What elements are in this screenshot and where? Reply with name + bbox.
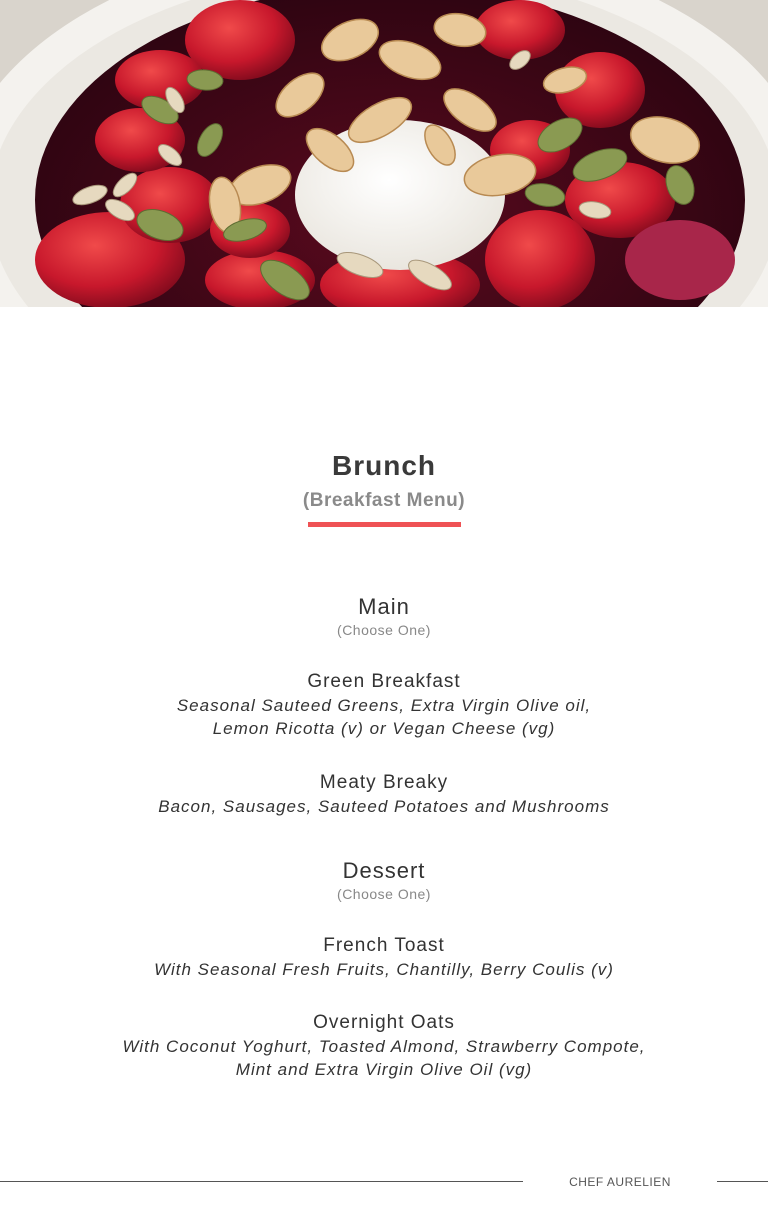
item-desc-green-breakfast: [0, 694, 768, 740]
footer-divider-right: [717, 1181, 768, 1182]
hero-photo: [0, 0, 768, 307]
item-desc-line: With Seasonal Fresh Fruits, Chantilly, Berry Coulis (v): [154, 960, 614, 979]
title-underline: [308, 522, 461, 527]
item-desc-line: Seasonal Sauteed Greens, Extra Virgin Olive oil,: [176, 696, 592, 715]
section-title-main: Main: [358, 594, 410, 619]
item-desc-meaty-breaky: [0, 795, 768, 818]
berry-bowl-image: [0, 0, 768, 307]
section-title-dessert: Dessert: [342, 858, 426, 883]
item-desc-french-toast: [0, 958, 768, 981]
footer-divider-left: [0, 1181, 523, 1182]
item-name-meaty-breaky: Meaty Breaky: [319, 772, 449, 793]
item-name-overnight-oats: Overnight Oats: [313, 1012, 455, 1033]
chef-signature: CHEF AURELIEN: [569, 1175, 671, 1189]
section-note-dessert: (Choose One): [337, 886, 431, 902]
item-desc-line: Mint and Extra Virgin Olive Oil (vg): [235, 1060, 533, 1079]
section-note-main: (Choose One): [337, 622, 431, 638]
item-desc-overnight-oats: [0, 1035, 768, 1081]
item-desc-line: With Coconut Yoghurt, Toasted Almond, Strawberry Compote,: [122, 1037, 646, 1056]
item-desc-line: Lemon Ricotta (v) or Vegan Cheese (vg): [212, 719, 556, 738]
menu-title: Brunch: [332, 450, 436, 481]
item-desc-line: Bacon, Sausages, Sauteed Potatoes and Mushrooms: [158, 797, 610, 816]
item-name-french-toast: French Toast: [323, 935, 445, 956]
menu-subtitle: (Breakfast Menu): [302, 490, 466, 511]
item-name-green-breakfast: Green Breakfast: [307, 671, 461, 692]
